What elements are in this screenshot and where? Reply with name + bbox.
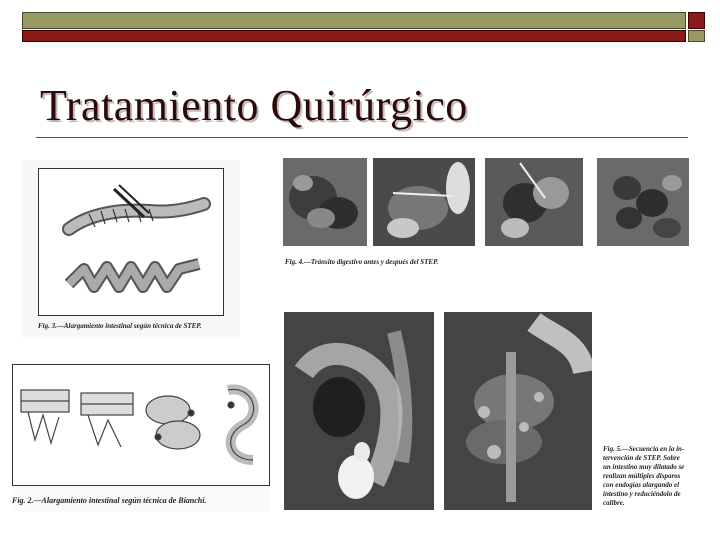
fig3-illustration xyxy=(38,168,224,316)
fig5-caption-line: Fig. 5.—Secuencia en la in- xyxy=(603,445,685,453)
fig4-photo-4 xyxy=(597,158,689,246)
header-bar-olive xyxy=(22,12,686,29)
header-square-olive xyxy=(688,30,705,42)
fig5-caption-line: un intestino muy dilatado se xyxy=(603,463,685,471)
fig2-illustration xyxy=(12,364,270,486)
slide-title: Tratamiento Quirúrgico xyxy=(40,81,468,130)
title-divider xyxy=(36,137,688,138)
fig4-caption: Fig. 4.—Tránsito digestivo antes y después del STEP. xyxy=(285,258,439,266)
fig5-caption-line: calibre. xyxy=(603,499,625,507)
fig5-caption-line: realizan múltiples disparos xyxy=(603,472,681,480)
fig3-caption: Fig. 3.—Alargamiento intestinal según técnica de STEP. xyxy=(38,322,202,330)
fig5-caption-line: con endogías alargando el xyxy=(603,481,680,489)
fig2-caption: Fig. 2.—Alargamiento intestinal según técnica de Bianchi. xyxy=(12,496,207,505)
header-square-red xyxy=(688,12,705,29)
fig4-photo-3 xyxy=(485,158,583,246)
fig5-caption-line: tervención de STEP. Sobre xyxy=(603,454,680,462)
fig5-caption xyxy=(603,445,703,508)
fig5-xray-before xyxy=(284,312,434,510)
fig4-photo-2 xyxy=(373,158,475,246)
fig2-panel xyxy=(12,362,270,512)
fig3-panel xyxy=(22,160,240,338)
fig4-photo-1 xyxy=(283,158,367,246)
fig5-caption-line: intestino y reduciéndolo de xyxy=(603,490,681,498)
fig5-xray-after xyxy=(444,312,592,510)
header-bar-maroon xyxy=(22,30,686,42)
